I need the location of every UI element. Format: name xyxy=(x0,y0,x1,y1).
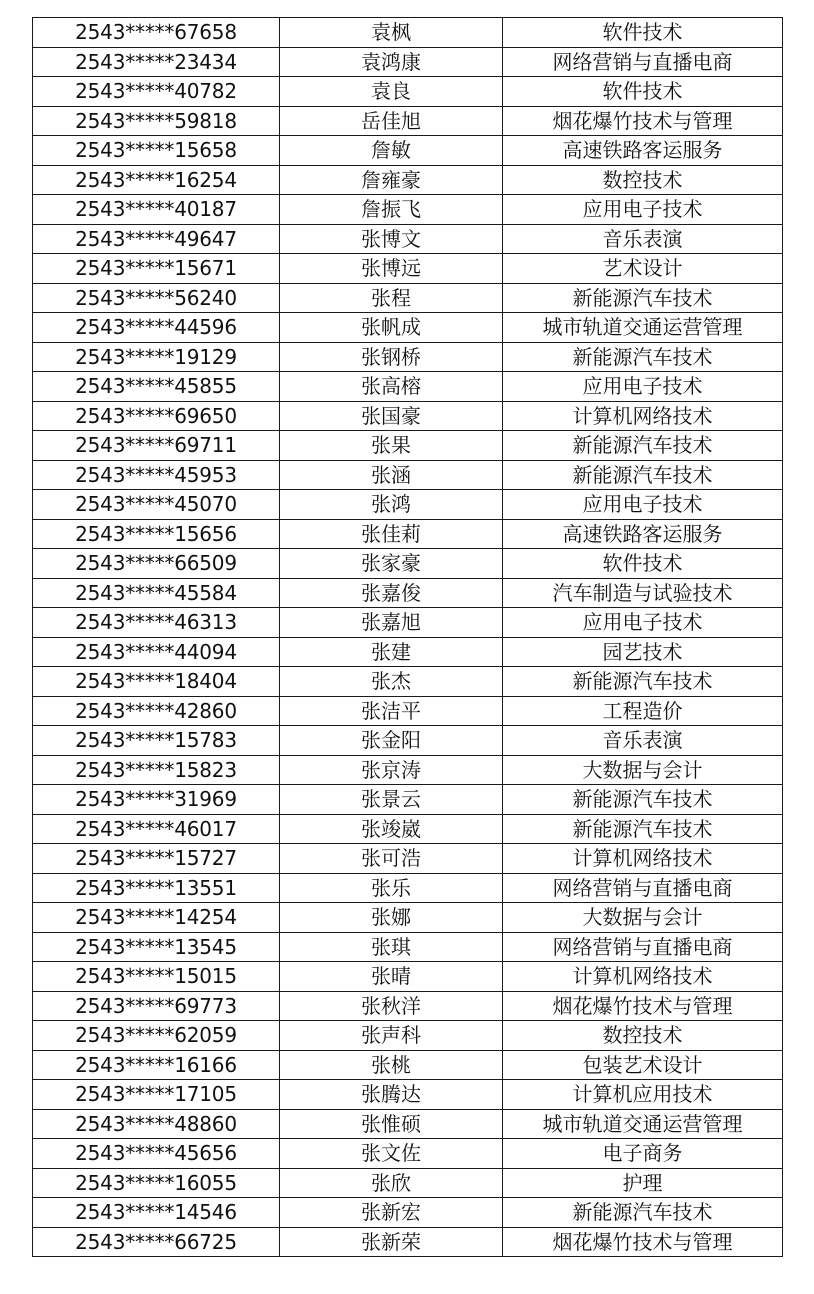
table-row xyxy=(33,1139,783,1169)
table-row xyxy=(33,903,783,933)
table-row xyxy=(33,873,783,903)
cell-student-name: 张嘉俊 xyxy=(280,578,503,608)
cell-student-name: 张欣 xyxy=(280,1168,503,1198)
cell-major: 网络营销与直播电商 xyxy=(503,873,783,903)
table-row xyxy=(33,106,783,136)
cell-major: 软件技术 xyxy=(503,18,783,48)
cell-student-id: 2543*****45584 xyxy=(33,578,280,608)
cell-student-name: 张可浩 xyxy=(280,844,503,874)
cell-student-id: 2543*****40187 xyxy=(33,195,280,225)
table-row xyxy=(33,578,783,608)
cell-student-id: 2543*****14254 xyxy=(33,903,280,933)
table-row xyxy=(33,401,783,431)
cell-student-id: 2543*****45656 xyxy=(33,1139,280,1169)
cell-student-id: 2543*****46313 xyxy=(33,608,280,638)
cell-student-name: 张竣崴 xyxy=(280,814,503,844)
cell-student-name: 张果 xyxy=(280,431,503,461)
cell-major: 软件技术 xyxy=(503,77,783,107)
cell-student-id: 2543*****14546 xyxy=(33,1198,280,1228)
table-row xyxy=(33,224,783,254)
cell-student-id: 2543*****49647 xyxy=(33,224,280,254)
cell-student-name: 张家豪 xyxy=(280,549,503,579)
cell-student-id: 2543*****15658 xyxy=(33,136,280,166)
cell-student-name: 张程 xyxy=(280,283,503,313)
cell-student-id: 2543*****44094 xyxy=(33,637,280,667)
cell-major: 数控技术 xyxy=(503,1021,783,1051)
cell-major: 应用电子技术 xyxy=(503,372,783,402)
cell-major: 大数据与会计 xyxy=(503,755,783,785)
table-row xyxy=(33,1021,783,1051)
cell-major: 高速铁路客运服务 xyxy=(503,519,783,549)
cell-student-name: 张涵 xyxy=(280,460,503,490)
cell-major: 城市轨道交通运营管理 xyxy=(503,1109,783,1139)
cell-student-name: 张文佐 xyxy=(280,1139,503,1169)
cell-major: 大数据与会计 xyxy=(503,903,783,933)
student-table xyxy=(32,17,783,1257)
table-row xyxy=(33,77,783,107)
cell-student-name: 张博文 xyxy=(280,224,503,254)
cell-student-name: 张高榕 xyxy=(280,372,503,402)
cell-student-name: 詹雍豪 xyxy=(280,165,503,195)
cell-major: 城市轨道交通运营管理 xyxy=(503,313,783,343)
cell-major: 网络营销与直播电商 xyxy=(503,47,783,77)
cell-major: 烟花爆竹技术与管理 xyxy=(503,991,783,1021)
cell-major: 新能源汽车技术 xyxy=(503,814,783,844)
cell-student-name: 詹振飞 xyxy=(280,195,503,225)
cell-student-name: 张建 xyxy=(280,637,503,667)
cell-major: 汽车制造与试验技术 xyxy=(503,578,783,608)
cell-student-id: 2543*****69773 xyxy=(33,991,280,1021)
cell-major: 应用电子技术 xyxy=(503,608,783,638)
cell-student-name: 张钢桥 xyxy=(280,342,503,372)
table-row xyxy=(33,1198,783,1228)
table-row xyxy=(33,991,783,1021)
cell-major: 新能源汽车技术 xyxy=(503,431,783,461)
cell-student-name: 张杰 xyxy=(280,667,503,697)
table-row xyxy=(33,283,783,313)
cell-student-name: 张秋洋 xyxy=(280,991,503,1021)
cell-student-id: 2543*****62059 xyxy=(33,1021,280,1051)
table-row xyxy=(33,755,783,785)
cell-student-name: 张惟硕 xyxy=(280,1109,503,1139)
cell-major: 计算机网络技术 xyxy=(503,401,783,431)
table-row xyxy=(33,1227,783,1257)
table-row xyxy=(33,372,783,402)
cell-student-name: 张佳莉 xyxy=(280,519,503,549)
table-row xyxy=(33,195,783,225)
table-row xyxy=(33,814,783,844)
table-row xyxy=(33,932,783,962)
cell-student-id: 2543*****67658 xyxy=(33,18,280,48)
cell-student-id: 2543*****69711 xyxy=(33,431,280,461)
cell-student-name: 张晴 xyxy=(280,962,503,992)
cell-student-id: 2543*****45855 xyxy=(33,372,280,402)
table-row xyxy=(33,962,783,992)
cell-student-name: 张新宏 xyxy=(280,1198,503,1228)
cell-student-id: 2543*****59818 xyxy=(33,106,280,136)
cell-student-name: 岳佳旭 xyxy=(280,106,503,136)
table-row xyxy=(33,1050,783,1080)
cell-student-name: 袁良 xyxy=(280,77,503,107)
cell-major: 计算机应用技术 xyxy=(503,1080,783,1110)
cell-student-name: 张声科 xyxy=(280,1021,503,1051)
cell-student-name: 张国豪 xyxy=(280,401,503,431)
cell-major: 应用电子技术 xyxy=(503,490,783,520)
cell-student-name: 张娜 xyxy=(280,903,503,933)
cell-student-id: 2543*****40782 xyxy=(33,77,280,107)
cell-major: 音乐表演 xyxy=(503,726,783,756)
table-body xyxy=(33,18,783,1257)
cell-student-id: 2543*****15727 xyxy=(33,844,280,874)
cell-student-id: 2543*****15015 xyxy=(33,962,280,992)
cell-student-id: 2543*****56240 xyxy=(33,283,280,313)
cell-student-id: 2543*****13551 xyxy=(33,873,280,903)
cell-student-id: 2543*****45953 xyxy=(33,460,280,490)
cell-major: 新能源汽车技术 xyxy=(503,283,783,313)
cell-major: 新能源汽车技术 xyxy=(503,667,783,697)
table-row xyxy=(33,460,783,490)
cell-student-id: 2543*****31969 xyxy=(33,785,280,815)
cell-major: 新能源汽车技术 xyxy=(503,785,783,815)
cell-student-id: 2543*****19129 xyxy=(33,342,280,372)
cell-student-id: 2543*****48860 xyxy=(33,1109,280,1139)
cell-student-name: 张景云 xyxy=(280,785,503,815)
cell-student-id: 2543*****69650 xyxy=(33,401,280,431)
cell-major: 软件技术 xyxy=(503,549,783,579)
cell-major: 护理 xyxy=(503,1168,783,1198)
cell-student-name: 张鸿 xyxy=(280,490,503,520)
table-row xyxy=(33,18,783,48)
table-row xyxy=(33,637,783,667)
cell-student-id: 2543*****15823 xyxy=(33,755,280,785)
table-row xyxy=(33,726,783,756)
table-row xyxy=(33,254,783,284)
cell-student-name: 张琪 xyxy=(280,932,503,962)
table-row xyxy=(33,1168,783,1198)
cell-major: 高速铁路客运服务 xyxy=(503,136,783,166)
cell-student-name: 张乐 xyxy=(280,873,503,903)
cell-student-id: 2543*****66509 xyxy=(33,549,280,579)
cell-major: 新能源汽车技术 xyxy=(503,342,783,372)
cell-student-id: 2543*****45070 xyxy=(33,490,280,520)
table-row xyxy=(33,342,783,372)
cell-student-name: 张腾达 xyxy=(280,1080,503,1110)
cell-student-id: 2543*****16055 xyxy=(33,1168,280,1198)
cell-major: 数控技术 xyxy=(503,165,783,195)
cell-major: 烟花爆竹技术与管理 xyxy=(503,1227,783,1257)
table-row xyxy=(33,490,783,520)
cell-major: 应用电子技术 xyxy=(503,195,783,225)
cell-major: 音乐表演 xyxy=(503,224,783,254)
cell-major: 计算机网络技术 xyxy=(503,844,783,874)
cell-student-name: 张金阳 xyxy=(280,726,503,756)
cell-student-id: 2543*****15671 xyxy=(33,254,280,284)
table-row xyxy=(33,1109,783,1139)
cell-student-id: 2543*****46017 xyxy=(33,814,280,844)
cell-student-name: 詹敏 xyxy=(280,136,503,166)
table-row xyxy=(33,519,783,549)
cell-student-id: 2543*****18404 xyxy=(33,667,280,697)
cell-student-id: 2543*****17105 xyxy=(33,1080,280,1110)
table-row xyxy=(33,667,783,697)
cell-student-id: 2543*****66725 xyxy=(33,1227,280,1257)
cell-major: 园艺技术 xyxy=(503,637,783,667)
cell-major: 新能源汽车技术 xyxy=(503,460,783,490)
cell-student-id: 2543*****16254 xyxy=(33,165,280,195)
cell-student-name: 袁鸿康 xyxy=(280,47,503,77)
table-row xyxy=(33,696,783,726)
table-row xyxy=(33,785,783,815)
cell-student-name: 张京涛 xyxy=(280,755,503,785)
cell-student-name: 张新荣 xyxy=(280,1227,503,1257)
cell-student-id: 2543*****16166 xyxy=(33,1050,280,1080)
table-row xyxy=(33,313,783,343)
cell-student-name: 张博远 xyxy=(280,254,503,284)
cell-student-name: 袁枫 xyxy=(280,18,503,48)
table-row xyxy=(33,844,783,874)
table-row xyxy=(33,608,783,638)
cell-major: 电子商务 xyxy=(503,1139,783,1169)
cell-major: 艺术设计 xyxy=(503,254,783,284)
cell-major: 包装艺术设计 xyxy=(503,1050,783,1080)
table-row xyxy=(33,549,783,579)
cell-student-name: 张洁平 xyxy=(280,696,503,726)
cell-student-name: 张帆成 xyxy=(280,313,503,343)
cell-student-id: 2543*****23434 xyxy=(33,47,280,77)
cell-student-id: 2543*****15783 xyxy=(33,726,280,756)
cell-major: 网络营销与直播电商 xyxy=(503,932,783,962)
table-row xyxy=(33,136,783,166)
table-row xyxy=(33,431,783,461)
table-row xyxy=(33,47,783,77)
cell-student-name: 张桃 xyxy=(280,1050,503,1080)
cell-student-name: 张嘉旭 xyxy=(280,608,503,638)
table-row xyxy=(33,1080,783,1110)
cell-student-id: 2543*****44596 xyxy=(33,313,280,343)
cell-major: 工程造价 xyxy=(503,696,783,726)
table-row xyxy=(33,165,783,195)
cell-major: 计算机网络技术 xyxy=(503,962,783,992)
cell-student-id: 2543*****15656 xyxy=(33,519,280,549)
cell-major: 新能源汽车技术 xyxy=(503,1198,783,1228)
cell-major: 烟花爆竹技术与管理 xyxy=(503,106,783,136)
cell-student-id: 2543*****13545 xyxy=(33,932,280,962)
cell-student-id: 2543*****42860 xyxy=(33,696,280,726)
